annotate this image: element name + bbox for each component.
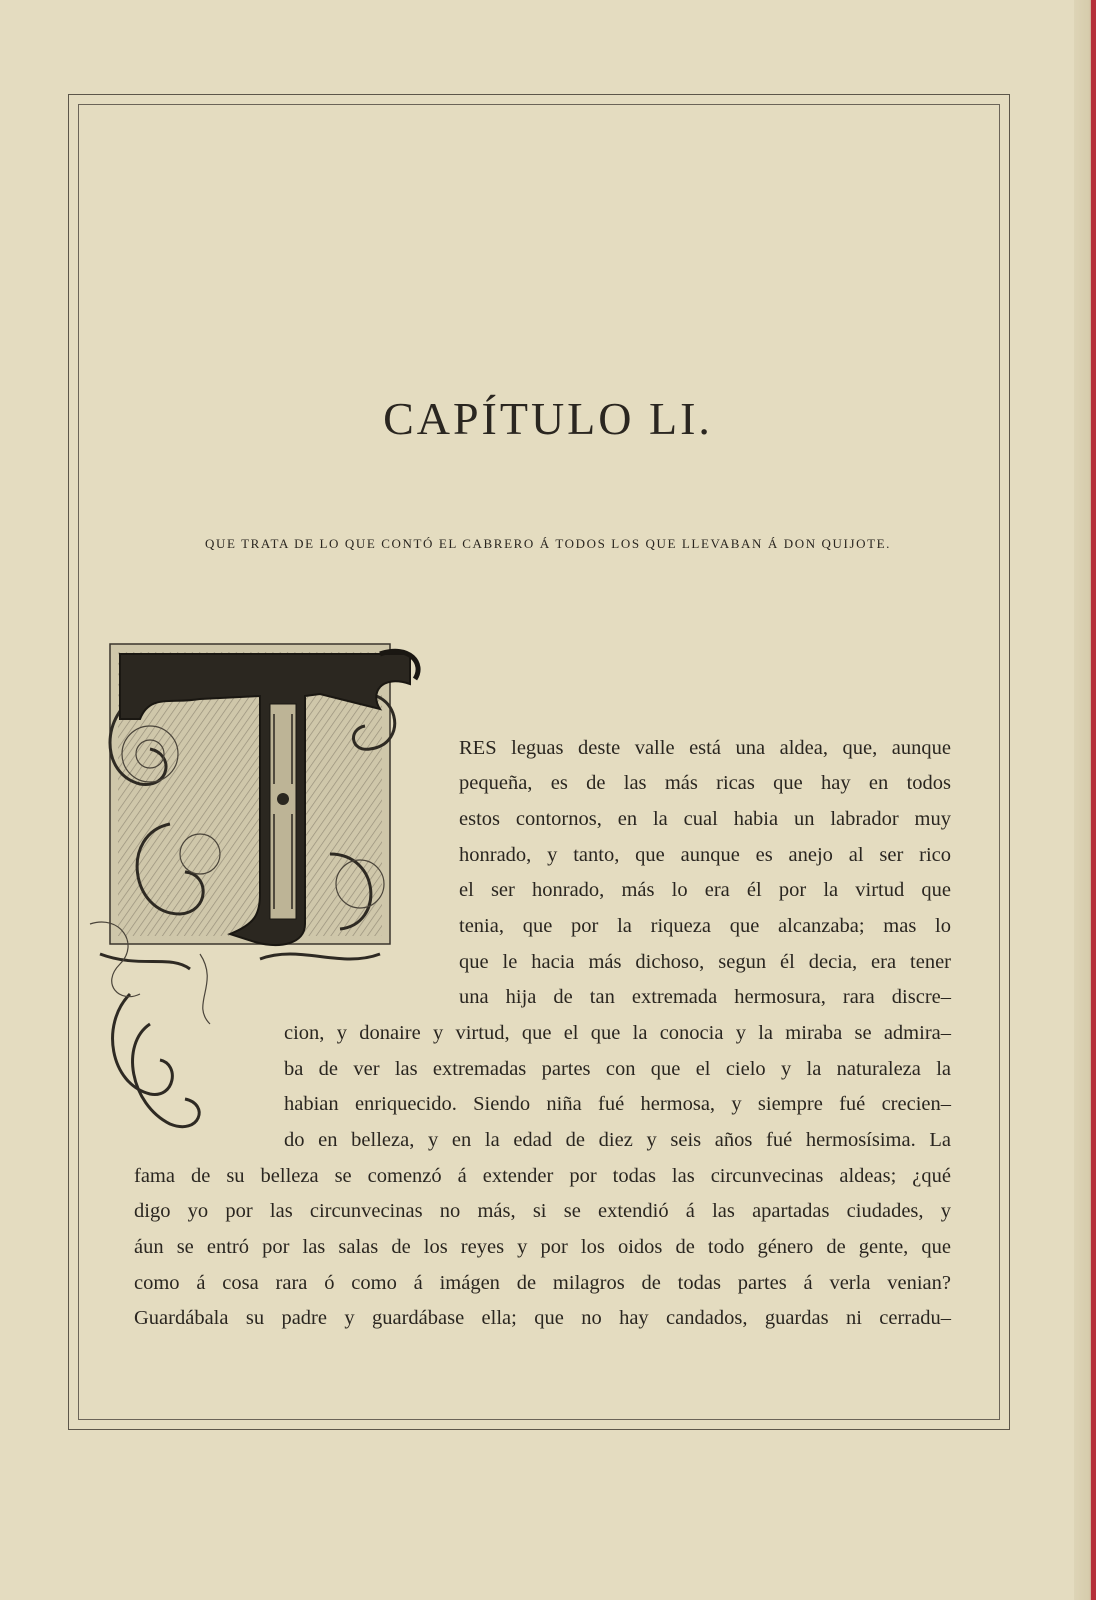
body-line: ba de ver las extremadas partes con que el cielo y la naturaleza la bbox=[284, 1058, 951, 1080]
body-line: como á cosa rara ó como á imágen de milagros de todas partes á verla venian? bbox=[134, 1272, 951, 1294]
body-line: RES leguas deste valle está una aldea, que, aunque bbox=[459, 737, 951, 759]
decorated-initial bbox=[80, 624, 430, 1164]
body-line: áun se entró por las salas de los reyes y por los oidos de todo género de gente, que bbox=[134, 1236, 951, 1258]
body-line: una hija de tan extremada hermosura, rara discre– bbox=[459, 986, 951, 1008]
body-line: fama de su belleza se comenzó á extender por todas las circunvecinas aldeas; ¿qué bbox=[134, 1165, 951, 1187]
body-line: habian enriquecido. Siendo niña fué hermosa, y siempre fué crecien– bbox=[284, 1093, 951, 1115]
chapter-subtitle: QUE TRATA DE LO QUE CONTÓ EL CABRERO Á TODOS LOS QUE LLEVABAN Á DON QUIJOTE. bbox=[204, 536, 892, 551]
body-line: el ser honrado, más lo era él por la virtud que bbox=[459, 879, 951, 901]
body-line: do en belleza, y en la edad de diez y seis años fué hermosísima. La bbox=[284, 1129, 951, 1151]
body-line: cion, y donaire y virtud, que el que la conocia y la miraba se admira– bbox=[284, 1022, 951, 1044]
body-line: pequeña, es de las más ricas que hay en todos bbox=[459, 772, 951, 794]
body-line: honrado, y tanto, que aunque es anejo al ser rico bbox=[459, 844, 951, 866]
body-line: digo yo por las circunvecinas no más, si se extendió á las apartadas ciudades, y bbox=[134, 1200, 951, 1222]
body-line: que le hacia más dichoso, segun él decia, era tener bbox=[459, 951, 951, 973]
chapter-title: CAPÍTULO LI. bbox=[383, 393, 713, 444]
body-line: Guardábala su padre y guardábase ella; que no hay candados, guardas ni cerradu– bbox=[134, 1307, 951, 1329]
body-line: tenia, que por la riqueza que alcanzaba; mas lo bbox=[459, 915, 951, 937]
body-line: estos contornos, en la cual habia un labrador muy bbox=[459, 808, 951, 830]
book-edge-band bbox=[1091, 0, 1096, 1600]
